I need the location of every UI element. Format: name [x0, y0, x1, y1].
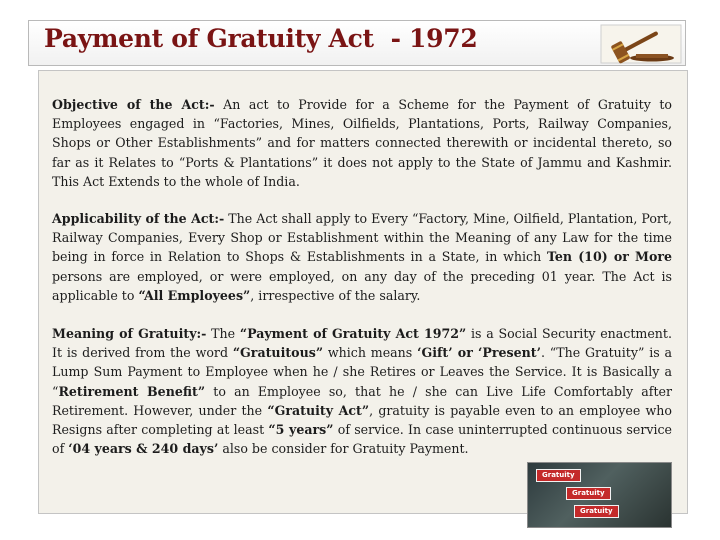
objective-paragraph — [52, 95, 672, 191]
meaning-days: ‘04 years & 240 days’ — [68, 441, 219, 457]
meaning-text-1: The — [206, 326, 240, 341]
meaning-text-8: also be consider for Gratuity Payment. — [218, 441, 469, 457]
applicability-text-3: , irrespective of the salary. — [250, 287, 421, 303]
page-title: Payment of Gratuity Act - 1972 — [44, 24, 478, 53]
meaning-word: “Gratuitous” — [232, 345, 324, 361]
meaning-paragraph — [52, 324, 672, 458]
objective-text: An act to Provide for a Scheme for the Payment of Gratuity to Employees engaged in “Factories, Mines, Oilfields, Plantations, Ports, Railway Companies, Shops or Other Establishments” and for matters connected therewith or incidental thereto, so far as it Relates to “Ports & Plantations” it does not apply to the State of Jammu and Kashmir. This Act Extends to the whole of India. — [52, 97, 672, 189]
applicability-employees: “All Employees” — [138, 287, 251, 303]
applicability-threshold: Ten (10) or More — [546, 249, 672, 265]
meaning-text-4: . “The Gratuity” is a Lump Sum Payment to Employee when he / she Retires or Leaves the Service. It is Basically a “ — [52, 345, 673, 399]
meaning-text-6: , gratuity is payable even to an employee who Resigns after completing at least — [52, 402, 673, 438]
meaning-text-2: is a Social Security enactment. It is derived from the word — [52, 326, 672, 361]
applicability-paragraph — [52, 209, 672, 305]
meaning-text-7: of service. In case uninterrupted continuous service of — [52, 422, 672, 457]
gratuity-tag: Gratuity — [536, 469, 581, 482]
gratuity-tag: Gratuity — [566, 487, 611, 500]
meaning-act-name: “Payment of Gratuity Act 1972” — [239, 326, 467, 341]
meaning-years: “5 years” — [268, 422, 334, 438]
gratuity-photo — [527, 462, 672, 528]
meaning-benefit: Retirement Benefit” — [58, 383, 206, 399]
meaning-gift: ‘Gift’ or ‘Present’ — [417, 345, 541, 361]
meaning-text-5: to an Employee so, that he / she can Live Life Comfortably after Retirement. However, under the — [52, 383, 673, 418]
meaning-heading: Meaning of Gratuity:- — [52, 326, 207, 341]
applicability-text-1: The Act shall apply to Every “Factory, Mine, Oilfield, Plantation, Port, Railway Companies, Every Shop or Establishment within the Meaning of any Law for the time being in force in Relation to Shops & Establishments in a State, in which — [52, 211, 672, 265]
meaning-text-3: which means — [323, 345, 418, 361]
objective-heading: Objective of the Act:- — [52, 97, 215, 112]
gratuity-tag: Gratuity — [574, 505, 619, 518]
gavel-icon — [600, 24, 682, 64]
meaning-gratuity-act: “Gratuity Act” — [267, 402, 370, 418]
applicability-heading: Applicability of the Act:- — [52, 211, 225, 226]
applicability-text-2: persons are employed, or were employed, on any day of the preceding 01 year. The Act is applicable to — [52, 268, 672, 303]
